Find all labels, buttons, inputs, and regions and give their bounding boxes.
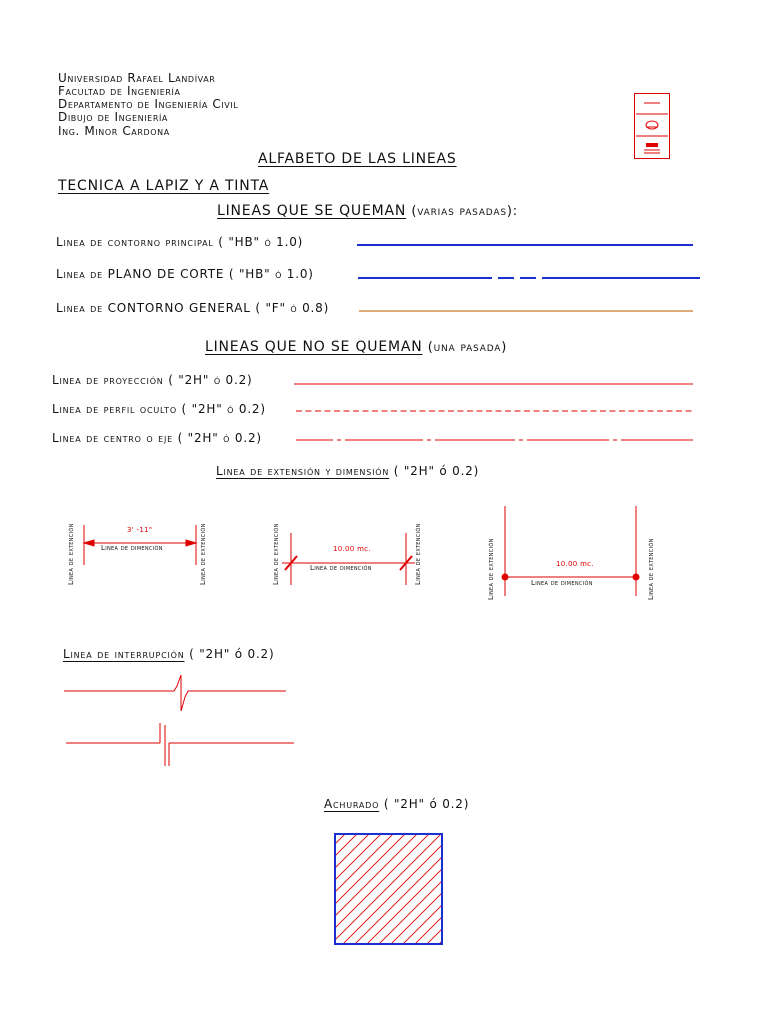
dimension-value-3: 10.00 mc. <box>556 560 594 568</box>
interruption-heading-note: ( "2H" ó 0.2) <box>189 647 275 661</box>
line-label-center: Linea de centro o eje ( "2H" ó 0.2) <box>52 431 262 445</box>
dimension-label-1: Linea de dimención <box>101 544 163 552</box>
interruption-line-zigzag <box>64 675 286 711</box>
dimension-value-1: 3' -11" <box>127 526 153 534</box>
dimension-value-2: 10.00 mc. <box>333 545 371 553</box>
extension-label-3a: Linea de extención <box>487 538 495 600</box>
extension-heading-text: Linea de extensión y dimensión <box>216 464 390 478</box>
extension-label-1b: Linea de extención <box>199 523 207 585</box>
burned-heading-text: LINEAS QUE SE QUEMAN <box>217 203 407 219</box>
unburned-heading-note: (una pasada) <box>427 340 508 355</box>
extension-label-3b: Linea de extención <box>647 538 655 600</box>
extension-example-ticks <box>282 533 415 585</box>
hatching-pattern <box>325 824 457 956</box>
interruption-line-parallel <box>66 723 294 766</box>
line-label-cutting-plane: Linea de PLANO DE CORTE ( "HB" ó 1.0) <box>56 267 314 281</box>
line-label-general-contour: Linea de CONTORNO GENERAL ( "F" ó 0.8) <box>56 301 330 315</box>
dimension-label-3: Linea de dimención <box>531 579 593 587</box>
extension-heading-note: ( "2H" ó 0.2) <box>393 464 480 478</box>
extension-label-1a: Linea de extención <box>67 523 75 585</box>
page-subtitle: TECNICA A LAPIZ Y A TINTA <box>58 178 270 194</box>
line-label-projection: Linea de proyección ( "2H" ó 0.2) <box>52 373 253 387</box>
dimension-label-2: Linea de dimención <box>310 564 372 572</box>
hatching-heading-note: ( "2H" ó 0.2) <box>383 797 470 811</box>
course-name: Dibujo de Ingeniería <box>58 110 169 124</box>
line-label-main-contour: Linea de contorno principal ( "HB" ó 1.0) <box>56 235 304 249</box>
burned-heading-note: (varias pasadas): <box>411 204 518 219</box>
extension-label-2a: Linea de extención <box>272 523 280 585</box>
faculty-name: Facultad de Ingeniería <box>58 84 181 98</box>
university-name: Universidad Rafael Landívar <box>58 71 216 85</box>
unburned-heading-text: LINEAS QUE NO SE QUEMAN <box>205 339 423 355</box>
hatching-heading-text: Achurado <box>324 797 380 811</box>
extension-label-2b: Linea de extención <box>414 523 422 585</box>
page-title: ALFABETO DE LAS LINEAS <box>258 151 457 167</box>
line-label-hidden: Linea de perfil oculto ( "2H" ó 0.2) <box>52 402 266 416</box>
interruption-heading-text: Linea de interrupción <box>63 647 185 661</box>
department-name: Departamento de Ingeniería Civil <box>58 97 239 111</box>
instructor-name: Ing. Minor Cardona <box>58 124 170 138</box>
